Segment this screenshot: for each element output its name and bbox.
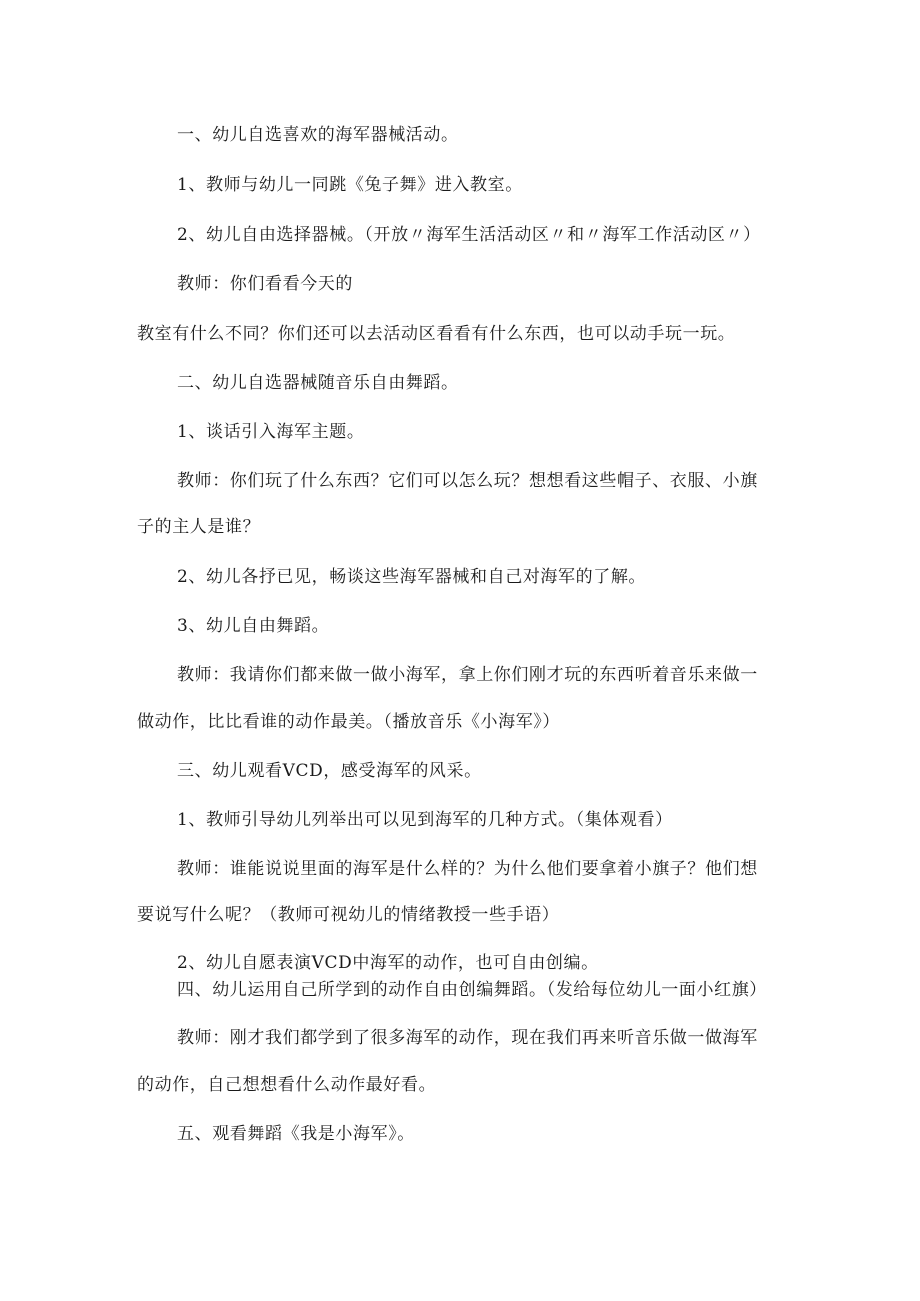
section-heading-3: 三、幼儿观看VCD，感受海军的风采。 [177,761,482,781]
teacher-line-continued: 做动作，比比看谁的动作最美。（播放音乐《小海军》） [137,712,560,732]
step-1-1: 1、教师与幼儿一同跳《兔子舞》进入教室。 [177,175,523,195]
teacher-line: 教师：你们看看今天的 [177,274,353,294]
section-heading-5: 五、观看舞蹈《我是小海军》。 [177,1124,415,1144]
step-3-1: 1、教师引导幼儿列举出可以见到海军的几种方式。（集体观看） [177,810,673,830]
teacher-line: 教师：你们玩了什么东西？它们可以怎么玩？想想看这些帽子、衣服、小旗 [177,471,758,491]
teacher-line-continued: 的动作，自己想想看什么动作最好看。 [137,1075,437,1095]
teacher-line: 教师：我请你们都来做一做小海军，拿上你们刚才玩的东西听着音乐来做一 [177,665,758,685]
teacher-line: 教师：刚才我们都学到了很多海军的动作，现在我们再来听音乐做一做海军 [177,1028,758,1048]
teacher-line-continued: 要说写什么呢？（教师可视幼儿的情绪教授一些手语） [137,905,560,925]
section-heading-2: 二、幼儿自选器械随音乐自由舞蹈。 [177,373,459,393]
step-2-1: 1、谈话引入海军主题。 [177,422,365,442]
teacher-line: 教师：谁能说说里面的海军是什么样的？为什么他们要拿着小旗子？他们想 [177,859,758,879]
step-2-2: 2、幼儿各抒已见，畅谈这些海军器械和自己对海军的了解。 [177,567,647,587]
step-2-3: 3、幼儿自由舞蹈。 [177,616,330,636]
section-heading-1: 一、幼儿自选喜欢的海军器械活动。 [177,125,459,145]
teacher-line-continued: 教室有什么不同？你们还可以去活动区看看有什么东西，也可以动手玩一玩。 [137,324,736,344]
section-heading-4: 四、幼儿运用自己所学到的动作自由创编舞蹈。（发给每位幼儿一面小红旗） [177,980,767,1000]
step-3-2: 2、幼儿自愿表演VCD中海军的动作，也可自由创编。 [177,953,599,973]
step-1-2: 2、幼儿自由选择器械。（开放〃海军生活活动区〃和〃海军工作活动区〃） [177,225,761,245]
teacher-line-continued: 子的主人是谁？ [137,517,261,537]
